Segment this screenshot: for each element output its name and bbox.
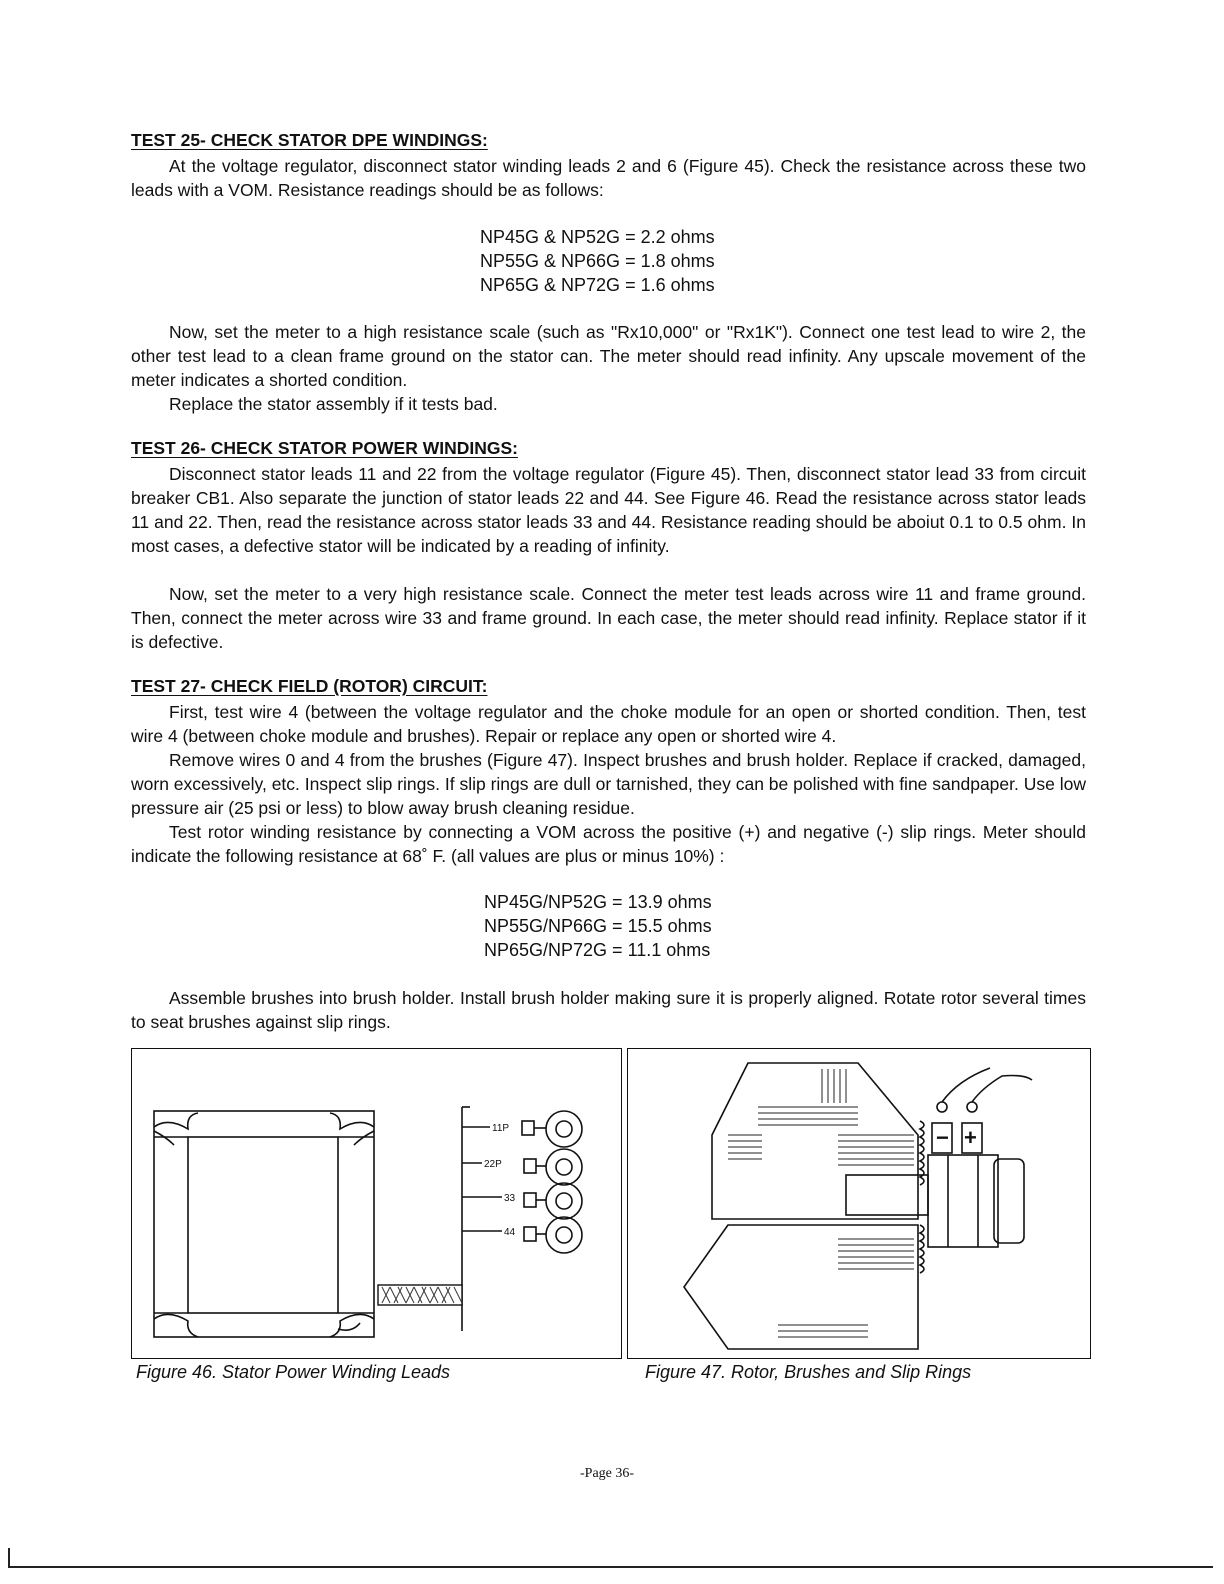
- page-number: -Page 36-: [580, 1466, 635, 1481]
- lead-label: 33: [504, 1193, 516, 1204]
- positive-ring-label: +: [964, 1125, 977, 1150]
- lead-label: 22P: [484, 1159, 502, 1170]
- spec-line: NP65G/NP72G = 11.1 ohms: [484, 940, 711, 960]
- test27-wire-paragraph: First, test wire 4 (between the voltage regulator and the choke module for an open or shorted condition. Then, test wire 4 (between choke module and brushes). Repair or replace any open or shorted wire 4.: [131, 702, 1086, 746]
- figure46-caption: Figure 46. Stator Power Winding Leads: [136, 1362, 451, 1382]
- test27-resistance-specs: [484, 890, 712, 962]
- test25-insulation-paragraph: Now, set the meter to a high resistance scale (such as "Rx10,000" or "Rx1K"). Connect one test lead to wire 2, the other test lead to a clean frame ground on the stator can. The meter should read infinity. Any upscale movement of the meter indicates a shorted condition.: [131, 322, 1086, 390]
- bottom-rule: [8, 1566, 1213, 1568]
- rotor-diagram: [628, 1049, 1089, 1357]
- test26-ground-paragraph: Now, set the meter to a very high resistance scale. Connect the meter test leads across wire 11 and frame ground. Then, connect the meter across wire 33 and frame ground. In each case, the meter should read infinity. Replace stator if it is defective.: [131, 584, 1086, 652]
- spec-line: NP55G/NP66G = 15.5 ohms: [484, 916, 712, 936]
- spec-line: NP55G & NP66G = 1.8 ohms: [480, 251, 715, 271]
- test26-resistance-paragraph: Disconnect stator leads 11 and 22 from the voltage regulator (Figure 45). Then, disconnect stator lead 33 from circuit breaker CB1. Also separate the junction of stator leads 22 and 44. See Figure 46. Read the resistance across stator leads 11 and 22. Then, read the resistance across stator leads 33 and 44. Resistance reading should be aboiut 0.1 to 0.5 ohm. In most cases, a defective stator will be indicated by a reading of infinity.: [131, 464, 1086, 556]
- figure47-caption: Figure 47. Rotor, Brushes and Slip Rings: [645, 1362, 972, 1382]
- test26-heading: TEST 26- CHECK STATOR POWER WINDINGS:: [131, 438, 518, 458]
- lead-label: 44: [504, 1227, 516, 1238]
- test27-rotor-paragraph: Test rotor winding resistance by connecting a VOM across the positive (+) and negative (-) slip rings. Meter should indicate the following resistance at 68˚ F. (all values are plus or minus 10%) :: [131, 822, 1086, 866]
- test27-assemble-paragraph: Assemble brushes into brush holder. Install brush holder making sure it is properly aligned. Rotate rotor several times to seat brushes against slip rings.: [131, 988, 1086, 1032]
- test27-brushes-paragraph: Remove wires 0 and 4 from the brushes (Figure 47). Inspect brushes and brush holder. Replace if cracked, damaged, worn excessively, etc. Inspect slip rings. If slip rings are dull or tarnished, they can be polished with fine sandpaper. Use low pressure air (25 psi or less) to blow away brush cleaning residue.: [131, 750, 1086, 818]
- test25-replace-paragraph: Replace the stator assembly if it tests bad.: [169, 394, 498, 414]
- stator-winding-diagram: [132, 1049, 620, 1357]
- test27-heading: TEST 27- CHECK FIELD (ROTOR) CIRCUIT:: [131, 676, 488, 696]
- test25-intro-paragraph: At the voltage regulator, disconnect stator winding leads 2 and 6 (Figure 45). Check the resistance across these two leads with a VOM. Resistance readings should be as follows:: [131, 156, 1086, 200]
- figure46-box: [131, 1048, 622, 1359]
- negative-ring-label: −: [936, 1125, 949, 1150]
- margin-mark: [8, 1548, 10, 1566]
- test25-resistance-specs: [480, 225, 715, 297]
- spec-line: NP45G/NP52G = 13.9 ohms: [484, 892, 712, 912]
- test25-heading: TEST 25- CHECK STATOR DPE WINDINGS:: [131, 130, 488, 150]
- lead-label: 11P: [492, 1123, 510, 1134]
- spec-line: NP65G & NP72G = 1.6 ohms: [480, 275, 715, 295]
- spec-line: NP45G & NP52G = 2.2 ohms: [480, 227, 715, 247]
- figure47-box: [627, 1048, 1091, 1359]
